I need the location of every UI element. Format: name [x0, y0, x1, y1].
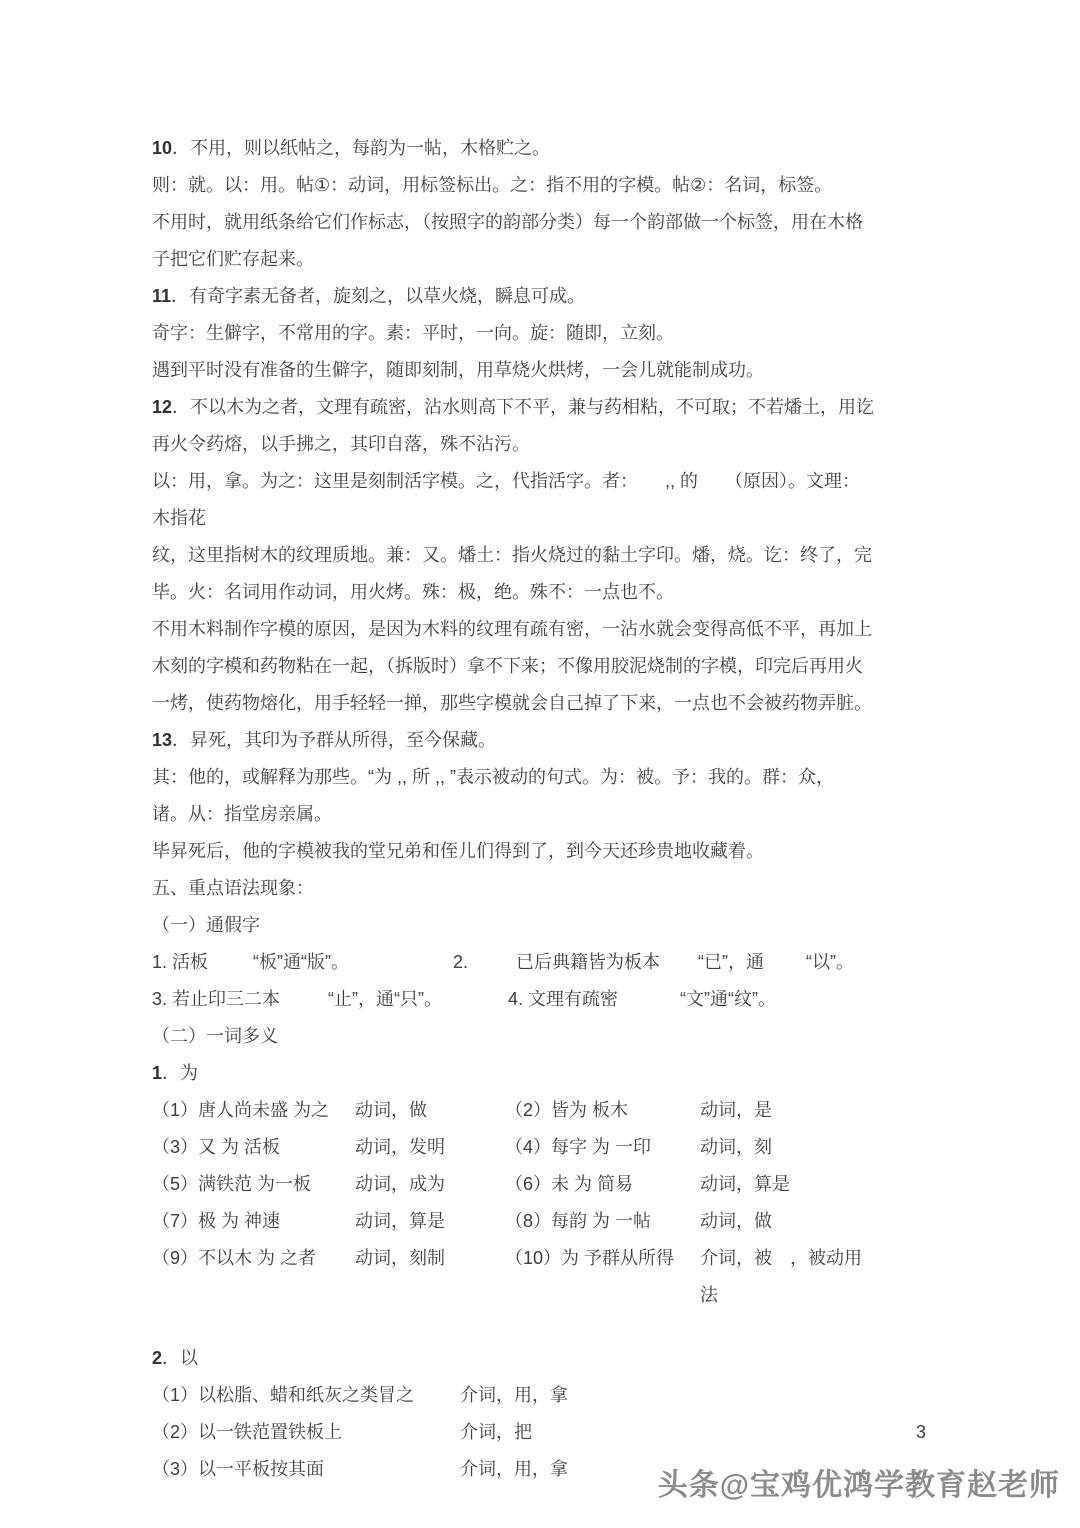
- duoyi-yi-header: [152, 1340, 876, 1377]
- annotation-line: [152, 463, 876, 537]
- line-text: ．有奇字素无备者，旋刻之，以草火烧，瞬息可成。: [171, 286, 586, 306]
- line-text: 纹，这里指树木的纹理质地。兼：又。燔土：指火烧过的黏土字印。燔，烧。讫：终了，完: [152, 545, 872, 565]
- tongjiazi-cell: 1. 活板: [152, 952, 209, 972]
- watermark: 头条@宝鸡优鸿学教育赵老师: [657, 1469, 1060, 1502]
- annotation-line: [152, 833, 876, 870]
- duoyi-phrase: （3）以一平板按其面: [152, 1459, 325, 1479]
- tongjiazi-cell: “文”通“纹”。: [680, 989, 776, 1009]
- duoyi-gloss: 介词，用，拿: [460, 1385, 568, 1405]
- duoyi-gloss: 介词，被 ，被动用法: [700, 1248, 862, 1305]
- line-text: 一烤，使药物熔化，用手轻轻一掸，那些字模就会自己掉了下来，一点也不会被药物弄脏。: [152, 693, 872, 713]
- item-number: 12: [152, 397, 173, 417]
- duoyi-yi-row: [152, 1414, 876, 1451]
- line-text: 毕昇死后，他的字模被我的堂兄弟和侄儿们得到了，到今天还珍贵地收藏着。: [152, 841, 764, 861]
- annotation-line: [152, 574, 876, 611]
- annotation-line: [152, 759, 876, 796]
- line-text: 奇字：生僻字，不常用的字。素：平时，一向。旋：随即，立刻。: [152, 323, 674, 343]
- duoyi-yi-row: [152, 1377, 876, 1414]
- item-number: 1: [152, 1063, 163, 1083]
- grammar-section-heading: 五、重点语法现象：: [152, 878, 314, 898]
- duoyi-phrase: （9）不以木 为 之者: [152, 1248, 317, 1268]
- annotation-line: [152, 315, 876, 352]
- line-text: 毕。火：名词用作动词，用火烤。殊：极，绝。殊不：一点也不。: [152, 582, 674, 602]
- duoyi-phrase: （1）唐人尚未盛 为之: [152, 1100, 330, 1120]
- line-text: 不用木料制作字模的原因，是因为木料的纹理有疏有密，一沾水就会变得高低不平，再加上: [152, 619, 872, 639]
- annotation-line: [152, 685, 876, 722]
- line-text: 再火令药熔，以手拂之，其印自落，殊不沾污。: [152, 434, 530, 454]
- duoyi-phrase: （1）以松脂、蜡和纸灰之类冒之: [152, 1385, 415, 1405]
- tongjiazi-cell: 3. 若止印三二本: [152, 989, 281, 1009]
- annotation-line: [152, 278, 876, 315]
- line-text: 遇到平时没有准备的生僻字，随即刻制，用草烧火烘烤，一会儿就能制成功。: [152, 360, 764, 380]
- document-content: [152, 130, 876, 1488]
- annotation-line: [152, 389, 876, 426]
- duoyi-gloss: 动词，发明: [355, 1137, 445, 1157]
- annotation-line: [152, 648, 876, 685]
- duoyi-wei-row: [152, 1203, 876, 1240]
- tongjiazi-cell: 4. 文理有疏密: [508, 989, 619, 1009]
- annotation-line: [152, 167, 876, 204]
- item-number: 10: [152, 138, 173, 158]
- duoyi-gloss: 动词，做: [355, 1100, 427, 1120]
- line-text: 则：就。以：用。帖①：动词，用标签标出。之：指不用的字模。帖②：名词，标签。: [152, 175, 833, 195]
- line-text: 不用时，就用纸条给它们作标志，（按照字的韵部分类）每一个韵部做一个标签，用在木格: [152, 212, 863, 232]
- tongjiazi-row: [152, 944, 876, 981]
- duoyi-phrase: （2）皆为 板木: [505, 1100, 629, 1120]
- annotation-line: [152, 611, 876, 648]
- duoyi-gloss: 介词，用，拿: [460, 1459, 568, 1479]
- tongjiazi-cell: “以”。: [806, 952, 854, 972]
- tongjiazi-cell: “已”，通: [698, 952, 764, 972]
- item-number: 2: [152, 1348, 163, 1368]
- tongjiazi-cell: 2.: [453, 952, 469, 972]
- tongjiazi-cell: 已后典籍皆为板本: [516, 952, 660, 972]
- tongjiazi-cell: “止”，通“只”。: [328, 989, 442, 1009]
- duoyi-wei-row: [152, 1129, 876, 1166]
- line-text: ．以: [162, 1348, 199, 1368]
- duoyi-phrase: （4）每字 为 一印: [505, 1137, 652, 1157]
- duoyi-gloss: 动词，是: [700, 1100, 772, 1120]
- duoyi-phrase: （2）以一铁范置铁板上: [152, 1422, 343, 1442]
- duoyi-wei-row: [152, 1092, 876, 1129]
- duoyi-gloss: 动词，刻: [700, 1137, 772, 1157]
- duoyi-phrase: （7）极 为 神速: [152, 1211, 281, 1231]
- line-text: ．昇死，其印为予群从所得，至今保藏。: [172, 730, 497, 750]
- annotation-line: [152, 796, 876, 833]
- duoyi-phrase: （6）未 为 简易: [505, 1174, 634, 1194]
- duoyi-phrase: （3）又 为 活板: [152, 1137, 281, 1157]
- annotation-line: [152, 130, 876, 167]
- duoyi-wei-header: [152, 1055, 876, 1092]
- annotation-line: [152, 537, 876, 574]
- line-text: ．为: [162, 1063, 199, 1083]
- duoyi-gloss: 动词，刻制: [355, 1248, 445, 1268]
- duoyi-gloss: 动词，算是: [700, 1174, 790, 1194]
- duoyi-gloss: 动词，成为: [355, 1174, 445, 1194]
- duoyi-gloss: 介词，把: [460, 1422, 532, 1442]
- annotation-line: [152, 204, 876, 241]
- line-text: 其：他的，或解释为那些。“为 ,, 所 ,, ”表示被动的句式。为：被。予：我的。群：众，: [152, 767, 834, 787]
- page-number: 3: [916, 1422, 927, 1442]
- item-number: 11: [152, 286, 172, 306]
- duoyi-phrase: （8）每韵 为 一帖: [505, 1211, 652, 1231]
- line-text: 以：用，拿。为之：这里是刻制活字模。之，代指活字。者： ,, 的 （原因）。文理：木指花: [152, 471, 860, 528]
- duoyi-gloss: 动词，算是: [355, 1211, 445, 1231]
- duoyi-wei-row: [152, 1166, 876, 1203]
- line-text: 子把它们贮存起来。: [152, 249, 314, 269]
- annotation-line: [152, 241, 876, 278]
- duoyi-label: （二）一词多义: [152, 1026, 278, 1046]
- item-number: 13: [152, 730, 173, 750]
- annotation-line: [152, 722, 876, 759]
- tongjiazi-label: （一）通假字: [152, 915, 260, 935]
- duoyi-gloss: 动词，做: [700, 1211, 772, 1231]
- line-text: ．不用，则以纸帖之，每韵为一帖，木格贮之。: [172, 138, 551, 158]
- tongjiazi-row: [152, 981, 876, 1018]
- duoyi-wei-row: [152, 1240, 876, 1314]
- line-text: 诸。从：指堂房亲属。: [152, 804, 332, 824]
- tongjiazi-cell: “板”通“版”。: [253, 952, 349, 972]
- duoyi-phrase: （5）满铁范 为一板: [152, 1174, 312, 1194]
- line-text: 木刻的字模和药物粘在一起，（拆版时）拿不下来；不像用胶泥烧制的字模，印完后再用火: [152, 656, 863, 676]
- annotation-line: [152, 352, 876, 389]
- annotation-line: [152, 426, 876, 463]
- duoyi-phrase: （10）为 予群从所得: [505, 1248, 675, 1268]
- line-text: ．不以木为之者，文理有疏密，沾水则高下不平，兼与药相粘，不可取；不若燔土，用讫: [172, 397, 875, 417]
